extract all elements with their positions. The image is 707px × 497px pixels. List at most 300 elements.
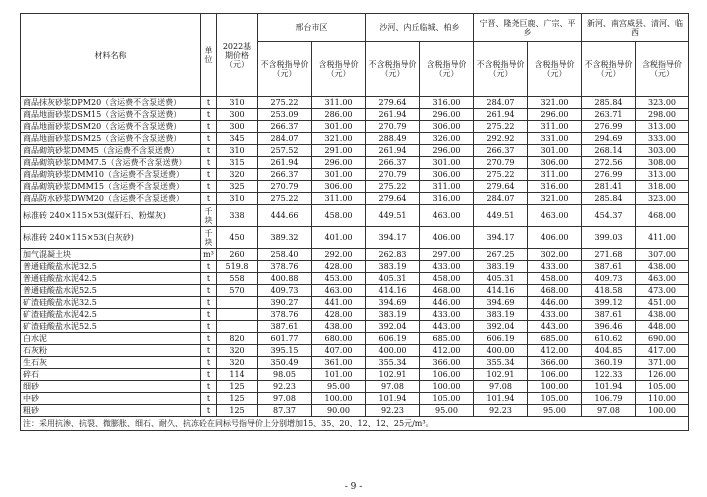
price-incl-tax: 95.00 <box>312 381 366 393</box>
price-incl-tax: 333.00 <box>636 133 689 145</box>
price-incl-tax: 366.00 <box>420 357 474 369</box>
price-incl-tax: 438.00 <box>636 309 689 321</box>
material-unit: 千块 <box>201 227 217 249</box>
price-incl-tax: 306.00 <box>420 121 474 133</box>
price-incl-tax: 321.00 <box>312 133 366 145</box>
price-excl-tax: 98.05 <box>258 369 312 381</box>
price-incl-tax: 446.00 <box>528 297 582 309</box>
price-incl-tax: 458.00 <box>420 273 474 285</box>
price-incl-tax: 301.00 <box>420 157 474 169</box>
material-name: 矿渣硅酸盐水泥42.5 <box>21 309 201 321</box>
price-excl-tax: 610.62 <box>582 333 636 345</box>
price-incl-tax: 306.00 <box>420 169 474 181</box>
table-row <box>21 273 689 285</box>
material-unit: t <box>201 405 217 417</box>
price-incl-tax: 100.00 <box>528 381 582 393</box>
price-excl-tax: 253.09 <box>258 109 312 121</box>
price-incl-tax: 296.00 <box>420 145 474 157</box>
price-excl-tax: 414.16 <box>474 285 528 297</box>
price-incl-tax: 90.00 <box>312 405 366 417</box>
header-incl-tax: 含税指导价（元） <box>420 42 474 97</box>
price-excl-tax: 390.27 <box>258 297 312 309</box>
price-excl-tax: 395.15 <box>258 345 312 357</box>
price-excl-tax: 350.49 <box>258 357 312 369</box>
material-name: 普通硅酸盐水泥42.5 <box>21 273 201 285</box>
table-body <box>21 97 689 417</box>
table-row <box>21 181 689 193</box>
material-unit: t <box>201 157 217 169</box>
price-incl-tax: 291.00 <box>312 145 366 157</box>
price-excl-tax: 101.94 <box>474 393 528 405</box>
table-row <box>21 205 689 227</box>
price-excl-tax: 102.91 <box>366 369 420 381</box>
price-excl-tax: 418.58 <box>582 285 636 297</box>
price-excl-tax: 279.64 <box>474 181 528 193</box>
page-number: - 9 - <box>344 482 363 492</box>
material-name: 普通硅酸盐水泥32.5 <box>21 261 201 273</box>
base-price: 310 <box>217 97 258 109</box>
material-name: 生石灰 <box>21 357 201 369</box>
price-excl-tax: 409.73 <box>258 285 312 297</box>
price-incl-tax: 297.00 <box>420 249 474 261</box>
price-incl-tax: 473.00 <box>636 285 689 297</box>
price-incl-tax: 685.00 <box>420 333 474 345</box>
table-row <box>21 249 689 261</box>
table-row <box>21 345 689 357</box>
price-incl-tax: 406.00 <box>528 227 582 249</box>
material-name: 矿渣硅酸盐水泥52.5 <box>21 321 201 333</box>
price-incl-tax: 110.00 <box>636 393 689 405</box>
price-excl-tax: 261.94 <box>366 109 420 121</box>
price-excl-tax: 449.51 <box>474 205 528 227</box>
material-unit: t <box>201 121 217 133</box>
material-name: 普通硅酸盐水泥52.5 <box>21 285 201 297</box>
base-price <box>217 309 258 321</box>
price-excl-tax: 270.79 <box>366 169 420 181</box>
price-incl-tax: 443.00 <box>528 321 582 333</box>
header-incl-tax: 含税指导价（元） <box>528 42 582 97</box>
material-unit: t <box>201 321 217 333</box>
price-excl-tax: 275.22 <box>258 97 312 109</box>
price-excl-tax: 394.17 <box>474 227 528 249</box>
price-excl-tax: 400.88 <box>258 273 312 285</box>
price-incl-tax: 690.00 <box>636 333 689 345</box>
price-excl-tax: 266.37 <box>258 121 312 133</box>
price-excl-tax: 258.40 <box>258 249 312 261</box>
price-excl-tax: 389.32 <box>258 227 312 249</box>
price-incl-tax: 106.00 <box>528 369 582 381</box>
price-excl-tax: 270.79 <box>366 121 420 133</box>
base-price: 519.8 <box>217 261 258 273</box>
price-excl-tax: 454.37 <box>582 205 636 227</box>
price-excl-tax: 262.83 <box>366 249 420 261</box>
price-excl-tax: 387.61 <box>582 309 636 321</box>
price-incl-tax: 296.00 <box>312 157 366 169</box>
price-incl-tax: 433.00 <box>420 261 474 273</box>
price-excl-tax: 92.23 <box>366 405 420 417</box>
price-excl-tax: 400.00 <box>366 345 420 357</box>
table-row <box>21 121 689 133</box>
table-row <box>21 227 689 249</box>
base-price: 820 <box>217 333 258 345</box>
material-name: 商品砌筑砂浆DMM5（含运费不含泵送费） <box>21 145 201 157</box>
price-incl-tax: 680.00 <box>312 333 366 345</box>
price-incl-tax: 301.00 <box>312 121 366 133</box>
price-incl-tax: 433.00 <box>420 309 474 321</box>
base-price: 315 <box>217 157 258 169</box>
price-incl-tax: 106.00 <box>420 369 474 381</box>
price-excl-tax: 261.94 <box>474 109 528 121</box>
price-incl-tax: 126.00 <box>636 369 689 381</box>
base-price: 260 <box>217 249 258 261</box>
material-name: 商品地面砂浆DSM25（含运费不含泵送费） <box>21 133 201 145</box>
base-price: 325 <box>217 181 258 193</box>
price-excl-tax: 267.25 <box>474 249 528 261</box>
price-incl-tax: 412.00 <box>528 345 582 357</box>
price-incl-tax: 105.00 <box>420 393 474 405</box>
table-row <box>21 309 689 321</box>
price-excl-tax: 378.76 <box>258 261 312 273</box>
table-row <box>21 169 689 181</box>
price-excl-tax: 87.37 <box>258 405 312 417</box>
price-excl-tax: 394.69 <box>366 297 420 309</box>
price-excl-tax: 284.07 <box>258 133 312 145</box>
price-excl-tax: 400.00 <box>474 345 528 357</box>
price-incl-tax: 428.00 <box>312 309 366 321</box>
price-incl-tax: 446.00 <box>420 297 474 309</box>
price-incl-tax: 412.00 <box>420 345 474 357</box>
table-row <box>21 297 689 309</box>
header-incl-tax: 含税指导价（元） <box>312 42 366 97</box>
material-name: 商品抹灰砂浆DPM20（含运费不含泵送费） <box>21 97 201 109</box>
price-excl-tax: 266.37 <box>258 169 312 181</box>
price-excl-tax: 268.14 <box>582 145 636 157</box>
base-price: 310 <box>217 193 258 205</box>
base-price: 320 <box>217 169 258 181</box>
table-row <box>21 133 689 145</box>
price-table <box>20 13 689 431</box>
price-incl-tax: 313.00 <box>636 121 689 133</box>
price-incl-tax: 95.00 <box>420 405 474 417</box>
price-excl-tax: 383.19 <box>474 261 528 273</box>
material-unit: t <box>201 345 217 357</box>
price-incl-tax: 685.00 <box>528 333 582 345</box>
table-row <box>21 97 689 109</box>
header-excl-tax: 不含税指导价（元） <box>258 42 312 97</box>
material-name: 粗砂 <box>21 405 201 417</box>
price-excl-tax: 97.08 <box>366 381 420 393</box>
material-unit: t <box>201 145 217 157</box>
header-excl-tax: 不含税指导价（元） <box>582 42 636 97</box>
table-row <box>21 321 689 333</box>
base-price: 338 <box>217 205 258 227</box>
price-excl-tax: 279.64 <box>366 97 420 109</box>
header-excl-tax: 不含税指导价（元） <box>474 42 528 97</box>
table-row <box>21 381 689 393</box>
price-incl-tax: 298.00 <box>636 109 689 121</box>
material-unit: t <box>201 97 217 109</box>
price-excl-tax: 409.73 <box>582 273 636 285</box>
price-incl-tax: 105.00 <box>528 393 582 405</box>
material-unit: t <box>201 381 217 393</box>
base-price: 320 <box>217 345 258 357</box>
price-incl-tax: 463.00 <box>312 285 366 297</box>
price-excl-tax: 387.61 <box>258 321 312 333</box>
base-price: 558 <box>217 273 258 285</box>
price-excl-tax: 276.99 <box>582 121 636 133</box>
header-region-3: 宁晋、隆尧巨鹿、广宗、平乡 <box>474 14 582 42</box>
material-unit: t <box>201 285 217 297</box>
material-unit: t <box>201 181 217 193</box>
price-incl-tax: 301.00 <box>528 145 582 157</box>
price-excl-tax: 272.56 <box>582 157 636 169</box>
table-row <box>21 285 689 297</box>
price-incl-tax: 468.00 <box>528 285 582 297</box>
price-incl-tax: 468.00 <box>420 285 474 297</box>
price-incl-tax: 292.00 <box>312 249 366 261</box>
price-excl-tax: 266.37 <box>474 145 528 157</box>
price-excl-tax: 106.79 <box>582 393 636 405</box>
base-price: 300 <box>217 109 258 121</box>
price-excl-tax: 284.07 <box>474 193 528 205</box>
header-base-price: 2022基期价格（元） <box>217 14 258 97</box>
material-unit: 千块 <box>201 205 217 227</box>
material-name: 矿渣硅酸盐水泥32.5 <box>21 297 201 309</box>
price-incl-tax: 296.00 <box>528 109 582 121</box>
table-row <box>21 393 689 405</box>
price-incl-tax: 286.00 <box>312 109 366 121</box>
price-incl-tax: 433.00 <box>528 261 582 273</box>
material-name: 标准砖 240×115×53(白灰砂) <box>21 227 201 249</box>
material-unit: t <box>201 333 217 345</box>
price-incl-tax: 318.00 <box>636 181 689 193</box>
price-incl-tax: 463.00 <box>528 205 582 227</box>
price-excl-tax: 414.16 <box>366 285 420 297</box>
material-unit: t <box>201 193 217 205</box>
price-incl-tax: 105.00 <box>636 381 689 393</box>
material-name: 商品砌筑砂浆DMM10（含运费不含泵送费） <box>21 169 201 181</box>
price-incl-tax: 316.00 <box>420 193 474 205</box>
base-price: 345 <box>217 133 258 145</box>
material-unit: t <box>201 357 217 369</box>
price-incl-tax: 366.00 <box>528 357 582 369</box>
price-incl-tax: 401.00 <box>312 227 366 249</box>
base-price: 570 <box>217 285 258 297</box>
table-row <box>21 157 689 169</box>
price-excl-tax: 394.17 <box>366 227 420 249</box>
price-excl-tax: 285.84 <box>582 97 636 109</box>
price-excl-tax: 383.19 <box>474 309 528 321</box>
price-incl-tax: 313.00 <box>636 169 689 181</box>
base-price: 450 <box>217 227 258 249</box>
header-material: 材料名称 <box>21 14 201 97</box>
header-incl-tax: 含税指导价（元） <box>636 42 689 97</box>
material-unit: t <box>201 273 217 285</box>
price-excl-tax: 292.92 <box>474 133 528 145</box>
base-price: 114 <box>217 369 258 381</box>
price-excl-tax: 102.91 <box>474 369 528 381</box>
base-price: 125 <box>217 405 258 417</box>
base-price: 320 <box>217 357 258 369</box>
price-incl-tax: 458.00 <box>528 273 582 285</box>
price-excl-tax: 281.41 <box>582 181 636 193</box>
material-unit: t <box>201 169 217 181</box>
price-excl-tax: 399.03 <box>582 227 636 249</box>
table-row <box>21 145 689 157</box>
material-unit: t <box>201 393 217 405</box>
material-unit: t <box>201 133 217 145</box>
price-incl-tax: 303.00 <box>636 145 689 157</box>
table-row <box>21 109 689 121</box>
price-excl-tax: 97.08 <box>258 393 312 405</box>
material-name: 商品防水砂浆DWM20（含运费不含泵送费） <box>21 193 201 205</box>
price-excl-tax: 392.04 <box>366 321 420 333</box>
price-excl-tax: 97.08 <box>474 381 528 393</box>
price-excl-tax: 285.84 <box>582 193 636 205</box>
price-incl-tax: 311.00 <box>312 193 366 205</box>
price-incl-tax: 407.00 <box>312 345 366 357</box>
price-incl-tax: 307.00 <box>636 249 689 261</box>
material-unit: t <box>201 309 217 321</box>
price-incl-tax: 323.00 <box>636 97 689 109</box>
price-excl-tax: 404.85 <box>582 345 636 357</box>
material-name: 加气混凝土块 <box>21 249 201 261</box>
price-excl-tax: 275.22 <box>366 181 420 193</box>
material-unit: m³ <box>201 249 217 261</box>
material-unit: t <box>201 261 217 273</box>
price-excl-tax: 288.49 <box>366 133 420 145</box>
material-name: 商品地面砂浆DSM15（含运费不含泵送费） <box>21 109 201 121</box>
price-excl-tax: 275.22 <box>258 193 312 205</box>
material-name: 商品地面砂浆DSM20（含运费不含泵送费） <box>21 121 201 133</box>
price-excl-tax: 294.69 <box>582 133 636 145</box>
price-incl-tax: 326.00 <box>420 133 474 145</box>
base-price: 125 <box>217 393 258 405</box>
price-excl-tax: 276.99 <box>582 169 636 181</box>
material-name: 细砂 <box>21 381 201 393</box>
price-incl-tax: 371.00 <box>636 357 689 369</box>
material-name: 白水泥 <box>21 333 201 345</box>
price-incl-tax: 100.00 <box>420 381 474 393</box>
price-incl-tax: 302.00 <box>528 249 582 261</box>
base-price: 125 <box>217 381 258 393</box>
price-incl-tax: 463.00 <box>420 205 474 227</box>
price-incl-tax: 311.00 <box>528 169 582 181</box>
price-excl-tax: 601.77 <box>258 333 312 345</box>
price-incl-tax: 451.00 <box>636 297 689 309</box>
price-excl-tax: 97.08 <box>582 405 636 417</box>
price-incl-tax: 100.00 <box>636 405 689 417</box>
price-incl-tax: 323.00 <box>636 193 689 205</box>
price-excl-tax: 355.34 <box>474 357 528 369</box>
price-excl-tax: 378.76 <box>258 309 312 321</box>
price-incl-tax: 468.00 <box>636 205 689 227</box>
base-price: 300 <box>217 121 258 133</box>
table-row <box>21 357 689 369</box>
price-incl-tax: 463.00 <box>636 273 689 285</box>
price-excl-tax: 399.12 <box>582 297 636 309</box>
price-incl-tax: 311.00 <box>528 121 582 133</box>
price-incl-tax: 448.00 <box>636 321 689 333</box>
price-incl-tax: 428.00 <box>312 261 366 273</box>
price-excl-tax: 405.31 <box>474 273 528 285</box>
price-incl-tax: 306.00 <box>528 157 582 169</box>
price-incl-tax: 453.00 <box>312 273 366 285</box>
price-excl-tax: 383.19 <box>366 309 420 321</box>
price-incl-tax: 433.00 <box>528 309 582 321</box>
base-price <box>217 297 258 309</box>
price-incl-tax: 316.00 <box>528 181 582 193</box>
price-excl-tax: 394.69 <box>474 297 528 309</box>
price-incl-tax: 316.00 <box>420 97 474 109</box>
price-incl-tax: 308.00 <box>636 157 689 169</box>
table-row <box>21 261 689 273</box>
price-incl-tax: 321.00 <box>528 97 582 109</box>
header-region-4: 新河、南宫威县、清河、临西 <box>582 14 689 42</box>
material-name: 标准砖 240×115×53(煤矸石、粉煤灰) <box>21 205 201 227</box>
base-price <box>217 321 258 333</box>
table-row <box>21 193 689 205</box>
price-excl-tax: 92.23 <box>474 405 528 417</box>
price-excl-tax: 101.94 <box>366 393 420 405</box>
header-region-2: 沙河、内丘临城、柏乡 <box>366 14 474 42</box>
table-row <box>21 333 689 345</box>
header-region-1: 邢台市区 <box>258 14 366 42</box>
price-excl-tax: 405.31 <box>366 273 420 285</box>
material-unit: t <box>201 109 217 121</box>
price-excl-tax: 606.19 <box>366 333 420 345</box>
price-incl-tax: 101.00 <box>312 369 366 381</box>
price-excl-tax: 257.52 <box>258 145 312 157</box>
price-incl-tax: 306.00 <box>312 181 366 193</box>
header-excl-tax: 不含税指导价（元） <box>366 42 420 97</box>
table-note: 注：采用抗渗、抗裂、微膨胀、细石、耐久、抗冻砼在同标号指导价上分别增加15、35、20、12、12、25元/m³。 <box>21 417 689 431</box>
price-incl-tax: 438.00 <box>312 321 366 333</box>
price-incl-tax: 95.00 <box>528 405 582 417</box>
material-name: 商品砌筑砂浆DMM7.5（含运费不含泵送费） <box>21 157 201 169</box>
price-incl-tax: 417.00 <box>636 345 689 357</box>
price-incl-tax: 100.00 <box>312 393 366 405</box>
price-incl-tax: 441.00 <box>312 297 366 309</box>
material-name: 中砂 <box>21 393 201 405</box>
price-excl-tax: 355.34 <box>366 357 420 369</box>
price-excl-tax: 271.68 <box>582 249 636 261</box>
table-row <box>21 369 689 381</box>
price-incl-tax: 301.00 <box>312 169 366 181</box>
price-excl-tax: 360.19 <box>582 357 636 369</box>
price-excl-tax: 270.79 <box>258 181 312 193</box>
price-excl-tax: 449.51 <box>366 205 420 227</box>
price-incl-tax: 458.00 <box>312 205 366 227</box>
price-excl-tax: 606.19 <box>474 333 528 345</box>
price-excl-tax: 261.94 <box>366 145 420 157</box>
price-incl-tax: 311.00 <box>420 181 474 193</box>
price-excl-tax: 263.71 <box>582 109 636 121</box>
price-excl-tax: 122.33 <box>582 369 636 381</box>
price-incl-tax: 311.00 <box>312 97 366 109</box>
price-excl-tax: 284.07 <box>474 97 528 109</box>
price-excl-tax: 261.94 <box>258 157 312 169</box>
material-unit: t <box>201 369 217 381</box>
price-incl-tax: 411.00 <box>636 227 689 249</box>
price-excl-tax: 92.23 <box>258 381 312 393</box>
price-excl-tax: 101.94 <box>582 381 636 393</box>
price-excl-tax: 279.64 <box>366 193 420 205</box>
price-incl-tax: 296.00 <box>420 109 474 121</box>
price-excl-tax: 392.04 <box>474 321 528 333</box>
price-excl-tax: 270.79 <box>474 157 528 169</box>
price-excl-tax: 383.19 <box>366 261 420 273</box>
